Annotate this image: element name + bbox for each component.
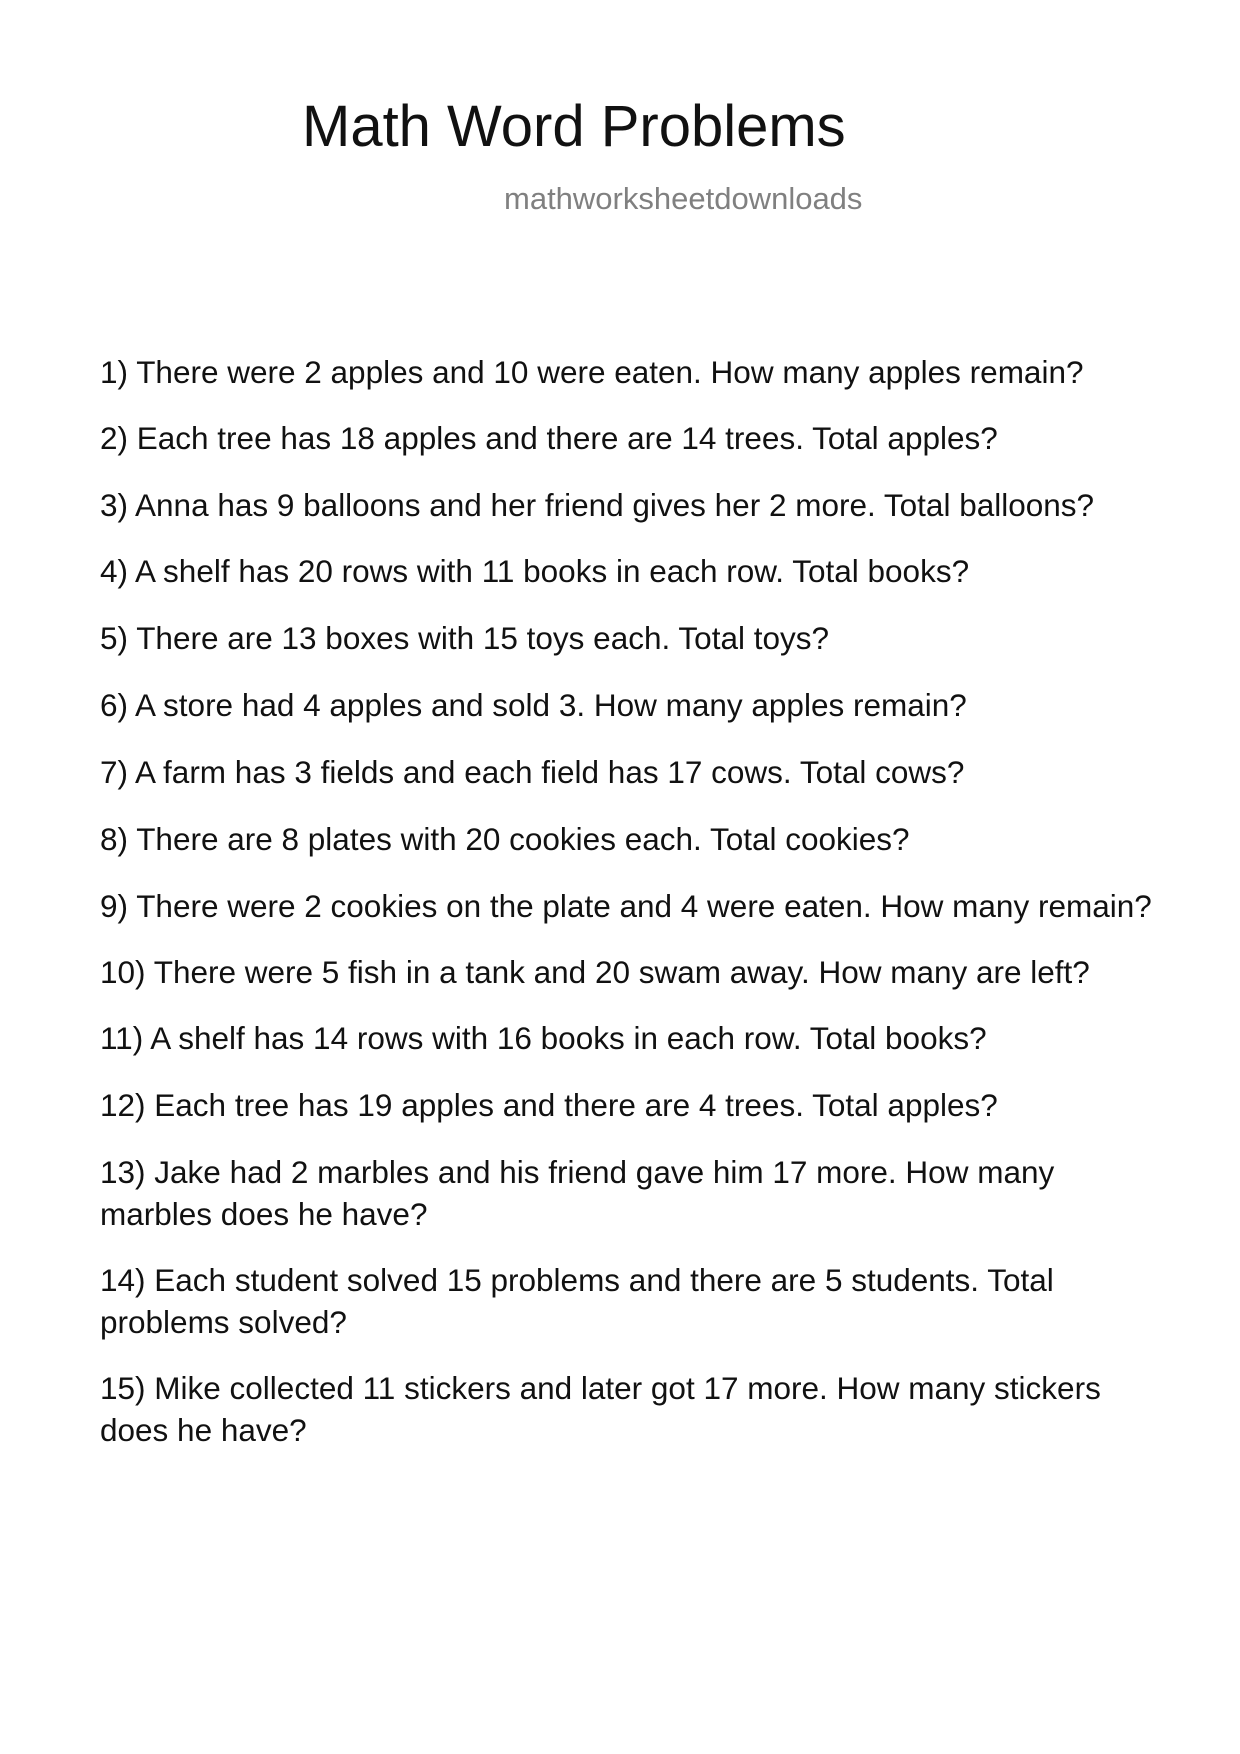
- problem-item: 4) A shelf has 20 rows with 11 books in each row. Total books?: [100, 553, 970, 589]
- problem-item: 15) Mike collected 11 stickers and later got 17 more. How many stickers does he have?: [100, 1370, 1101, 1448]
- page-title: Math Word Problems: [302, 94, 846, 159]
- problem-item: 6) A store had 4 apples and sold 3. How many apples remain?: [100, 687, 967, 723]
- problem-item: 11) A shelf has 14 rows with 16 books in each row. Total books?: [100, 1020, 987, 1056]
- problem-list: [100, 351, 1160, 1475]
- problem-item: 14) Each student solved 15 problems and there are 5 students. Total problems solved?: [100, 1262, 1054, 1340]
- problem-item: 9) There were 2 cookies on the plate and 4 were eaten. How many remain?: [100, 888, 1152, 924]
- problem-item: 1) There were 2 apples and 10 were eaten. How many apples remain?: [100, 354, 1084, 390]
- problem-item: 10) There were 5 fish in a tank and 20 swam away. How many are left?: [100, 954, 1090, 990]
- problem-item: 12) Each tree has 19 apples and there are 4 trees. Total apples?: [100, 1087, 998, 1123]
- problem-item: 7) A farm has 3 fields and each field has 17 cows. Total cows?: [100, 754, 965, 790]
- problem-item: 13) Jake had 2 marbles and his friend gave him 17 more. How many marbles does he have?: [100, 1154, 1055, 1232]
- problem-item: 5) There are 13 boxes with 15 toys each. Total toys?: [100, 620, 830, 656]
- problem-item: 3) Anna has 9 balloons and her friend gives her 2 more. Total balloons?: [100, 487, 1095, 523]
- source-label: mathworksheetdownloads: [504, 181, 863, 216]
- problem-item: 2) Each tree has 18 apples and there are 14 trees. Total apples?: [100, 420, 998, 456]
- problem-item: 8) There are 8 plates with 20 cookies each. Total cookies?: [100, 821, 910, 857]
